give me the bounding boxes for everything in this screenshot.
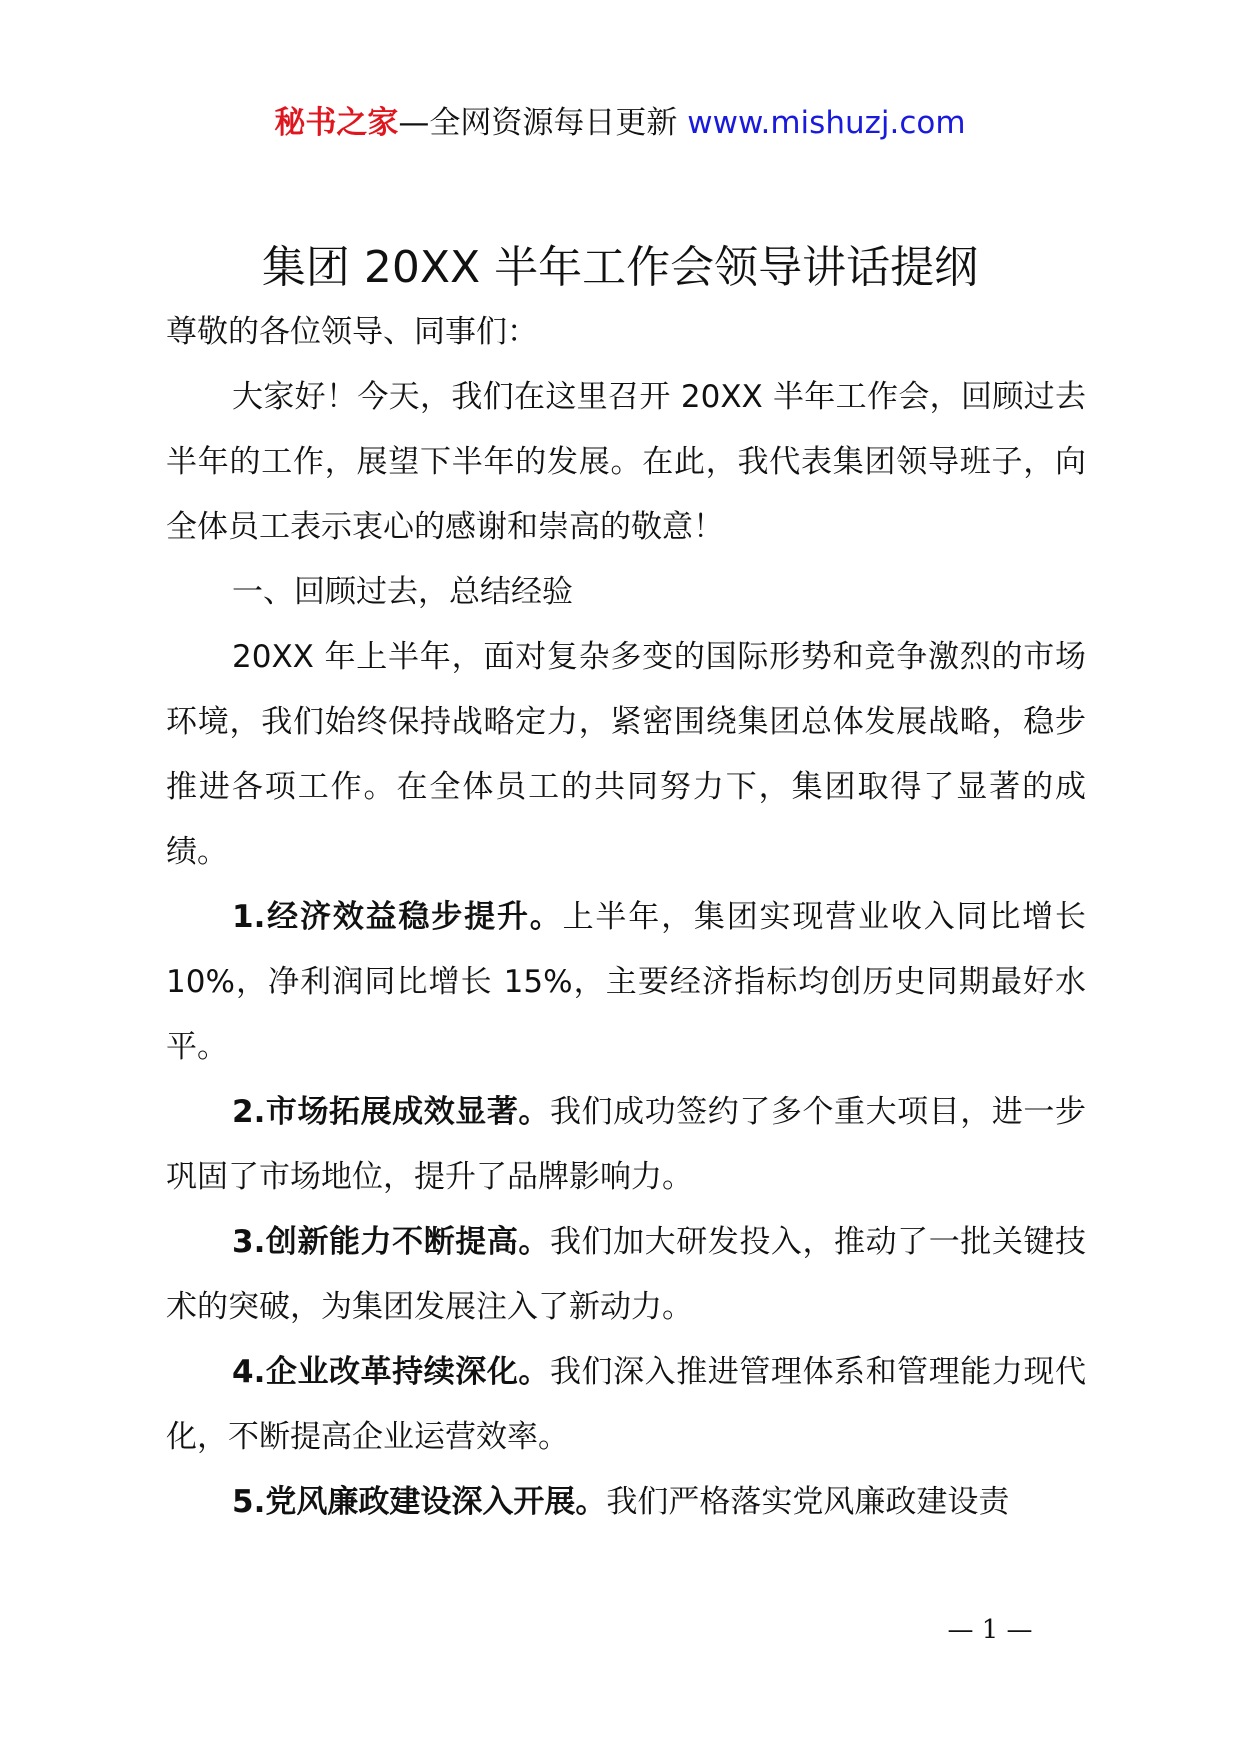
list-item: [166, 885, 1086, 1080]
list-item-text: 我们严格落实党风廉政建设责: [606, 1484, 1010, 1520]
list-item-lead: 2.市场拓展成效显著。: [232, 1094, 550, 1130]
site-watermark-header: [0, 100, 1240, 146]
document-title: 集团 20XX 半年工作会领导讲话提纲: [261, 242, 979, 293]
list-item-text: 我们成功签约了多个重大项目，进一步巩固了市场地位，提升了品牌影响力。: [166, 1094, 1086, 1195]
site-url: www.mishuzj.com: [687, 105, 966, 141]
intro-paragraph: 大家好！今天，我们在这里召开 20XX 半年工作会，回顾过去半年的工作，展望下半年的发展。在此，我代表集团领导班子，向全体员工表示衷心的感谢和崇高的敬意！: [166, 379, 1086, 545]
site-slogan: —全网资源每日更新: [398, 105, 678, 141]
list-item-lead: 5.党风廉政建设深入开展。: [232, 1484, 607, 1520]
section-paragraph: 20XX 年上半年，面对复杂多变的国际形势和竞争激烈的市场环境，我们始终保持战略定力，紧密围绕集团总体发展战略，稳步推进各项工作。在全体员工的共同努力下，集团取得了显著的成绩。: [166, 639, 1086, 870]
list-item: [166, 1210, 1086, 1340]
list-item-text: 我们深入推进管理体系和管理能力现代化，不断提高企业运营效率。: [166, 1354, 1086, 1455]
list-item-lead: 1.经济效益稳步提升。: [232, 899, 563, 935]
list-item: [166, 1470, 1086, 1535]
list-item-lead: 4.企业改革持续深化。: [232, 1354, 550, 1390]
list-item: [166, 1340, 1086, 1470]
page-number: — 1 —: [947, 1615, 1033, 1645]
list-item-text: 上半年，集团实现营业收入同比增长 10%，净利润同比增长 15%，主要经济指标均创历史同期最好水平。: [166, 899, 1086, 1065]
salutation: 尊敬的各位领导、同事们：: [166, 314, 538, 350]
list-item-text: 我们加大研发投入，推动了一批关键技术的突破，为集团发展注入了新动力。: [166, 1224, 1086, 1325]
list-item: [166, 1080, 1086, 1210]
document-body: [166, 300, 1086, 1535]
site-brand: 秘书之家: [274, 105, 399, 141]
section-heading: 一、回顾过去，总结经验: [232, 574, 573, 610]
list-item-lead: 3.创新能力不断提高。: [232, 1224, 550, 1260]
